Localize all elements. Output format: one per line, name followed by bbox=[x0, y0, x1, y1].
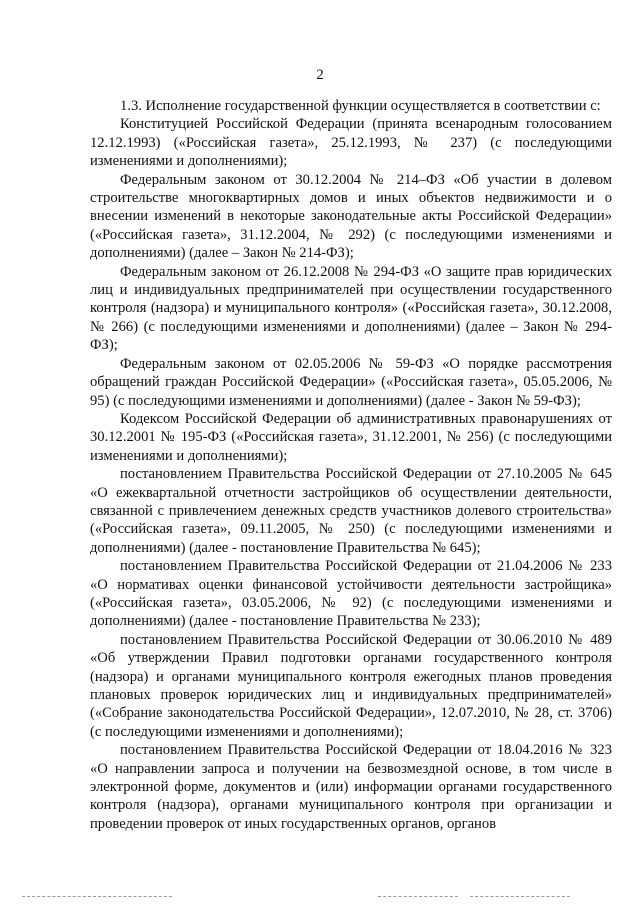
footer-divider bbox=[22, 896, 172, 898]
law-214-fz-reference: Федеральным законом от 30.12.2004 № 214–ФЗ «Об участии в долевом строительстве многоквартирных домов и иных объектов недвижимости и о внесении изменений в некоторые законодательные акты Российской Федерации» («Российская газета», 31.12.2004, № 292) (с последующими изменениями и дополнениями) (далее – Закон № 214-ФЗ); bbox=[90, 171, 612, 262]
resolution-645-reference: постановлением Правительства Российской Федерации от 27.10.2005 № 645 «О ежеквартальной отчетности застройщиков об осуществлении деятельности, связанной с привлечением денежных средств участников долевого строительства» («Российская газета», 09.11.2005, № 250) (с последующими изменениями и дополнениями) (далее - постановление Правительства № 645); bbox=[90, 466, 612, 556]
page-number: 2 bbox=[316, 67, 324, 83]
footer-divider bbox=[470, 896, 570, 898]
footer-divider bbox=[378, 896, 458, 898]
law-294-fz-reference: Федеральным законом от 26.12.2008 № 294-ФЗ «О защите прав юридических лиц и индивидуальных предпринимателей при осуществлении государственного контроля (надзора) и муниципального контроля» («Российская газета», 30.12.2008, № 266) (с последующими изменениями и дополнениями) (далее – Закон № 294-ФЗ); bbox=[90, 263, 612, 354]
law-59-fz-reference: Федеральным законом от 02.05.2006 № 59-ФЗ «О порядке рассмотрения обращений граждан Российской Федерации» («Российская газета», 05.05.2006, № 95) (с последующими изменениями и дополнениями) (далее - Закон № 59-ФЗ); bbox=[90, 355, 612, 409]
constitution-reference: Конституцией Российской Федерации (принята всенародным голосованием 12.12.1993) («Российская газета», 25.12.1993, № 237) (с последующими изменениями и дополнениями); bbox=[90, 116, 612, 170]
resolution-323-reference: постановлением Правительства Российской Федерации от 18.04.2016 № 323 «О направлении запроса и получении на безвозмездной основе, в том числе в электронной форме, документов и (или) информации органами государственного контроля (надзора), органами муниципального контроля при организации и проведении проверок от иных государственных органов, органов bbox=[90, 742, 612, 832]
administrative-code-reference: Кодексом Российской Федерации об административных правонарушениях от 30.12.2001 № 195-ФЗ («Российская газета», 31.12.2001, № 256) (с последующими изменениями и дополнениями); bbox=[90, 410, 612, 464]
resolution-489-reference: постановлением Правительства Российской Федерации от 30.06.2010 № 489 «Об утверждении Правил подготовки органами государственного контроля (надзора) и органами муниципального контроля ежегодных планов проведения плановых проверок юридических лиц и индивидуальных предпринимателей» («Собрание законодательства Российской Федерации», 12.07.2010, № 28, ст. 3706) (с последующими изменениями и дополнениями); bbox=[90, 631, 612, 740]
clause-1-3: 1.3. Исполнение государственной функции осуществляется в соответствии с: bbox=[120, 98, 601, 114]
document-body bbox=[90, 97, 612, 833]
resolution-233-reference: постановлением Правительства Российской Федерации от 21.04.2006 № 233 «О нормативах оценки финансовой устойчивости деятельности застройщика» («Российская газета», 03.05.2006, № 92) (с последующими изменениями и дополнениями) (далее - постановление Правительства № 233); bbox=[90, 558, 612, 630]
